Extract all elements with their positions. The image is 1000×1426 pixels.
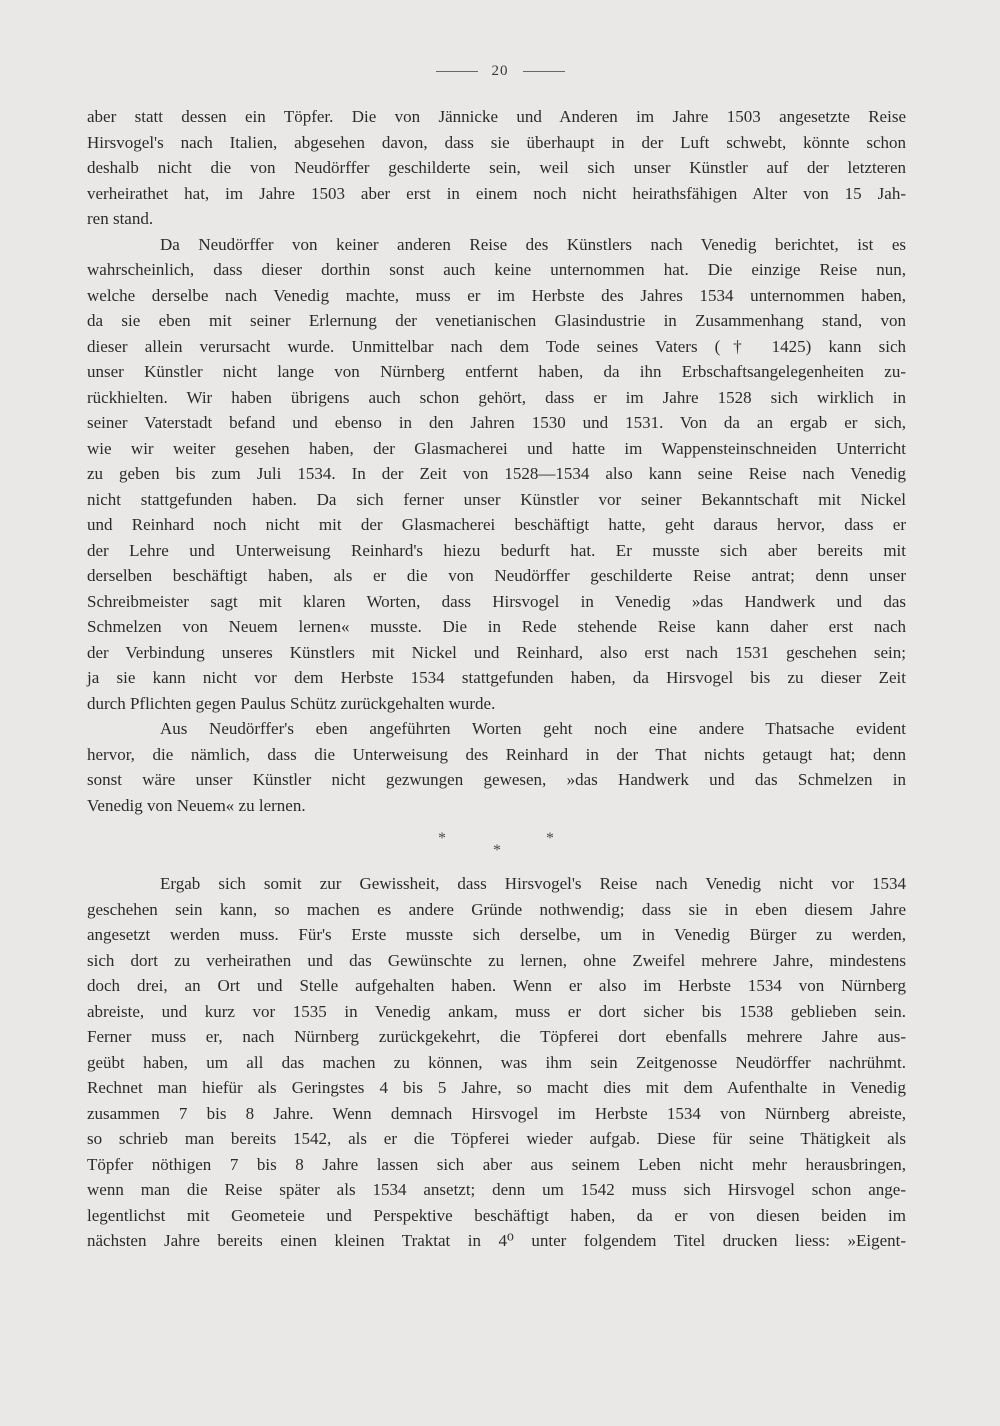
text-line: ren stand. (87, 209, 154, 228)
text-line: so schrieb man bereits 1542, als er die Töpferei wieder aufgab. Diese für seine Thätigkeit als (87, 1129, 906, 1148)
text-line: deshalb nicht die von Neudörffer geschilderte sein, weil sich unser Künstler auf der letzteren (87, 158, 906, 177)
asterisk: * (546, 830, 554, 847)
page-number: 20 (491, 62, 509, 79)
text-line: hervor, die nämlich, dass die Unterweisung des Reinhard in der That nichts getaugt hat; denn (87, 744, 906, 764)
text-line: welche derselbe nach Venedig machte, muss er im Herbste des Jahres 1534 unternommen haben, (87, 285, 906, 305)
body-text-section-2 (87, 871, 906, 1254)
text-line: verheirathet hat, im Jahre 1503 aber erst in einem noch nicht heirathsfähigen Alter von 15 Jah- (87, 183, 906, 203)
header-rule-right (523, 71, 565, 72)
text-line: Ferner muss er, nach Nürnberg zurückgekehrt, die Töpferei dort ebenfalls mehrere Jahre aus- (87, 1027, 906, 1046)
text-line: Venedig von Neuem« zu lernen. (87, 795, 306, 815)
text-line: ja sie kann nicht vor dem Herbste 1534 stattgefunden haben, da Hirsvogel bis zu dieser Zeit (87, 668, 906, 687)
text-line: wahrscheinlich, dass dieser dorthin sonst auch keine unternommen hat. Die einzige Reise nun, (87, 260, 906, 279)
text-line: und Reinhard noch nicht mit der Glasmacherei beschäftigt hatte, geht daraus hervor, dass er (87, 515, 906, 534)
text-line: seiner Vaterstadt befand und ebenso in den Jahren 1530 und 1531. Von da an ergab er sich, (87, 413, 906, 432)
text-line: legentlichst mit Geometeie und Perspektive beschäftigt haben, da er von diesen beiden im (87, 1205, 906, 1225)
asterisk: * (438, 830, 446, 847)
text-line: doch drei, an Ort und Stelle aufgehalten haben. Wenn er also im Herbste 1534 von Nürnberg (87, 976, 906, 995)
text-line: dieser allein verursacht wurde. Unmittelbar nach dem Tode seines Vaters († 1425) kann sich (87, 336, 906, 356)
text-line: Rechnet man hiefür als Geringstes 4 bis 5 Jahre, so macht dies mit dem Aufenthalte in Venedig (87, 1078, 906, 1097)
text-line: der Verbindung unseres Künstlers mit Nickel und Reinhard, also erst nach 1531 geschehen sein; (87, 642, 906, 662)
text-line: sich dort zu verheirathen und das Gewünschte zu lernen, ohne Zweifel mehrere Jahre, mindestens (87, 950, 906, 970)
text-line: angesetzt werden muss. Für's Erste musste sich derselbe, um in Venedig Bürger zu werden, (87, 925, 906, 944)
text-line: Aus Neudörffer's eben angeführten Worten geht noch eine andere Thatsache evident (160, 719, 906, 738)
text-line: zu geben bis zum Juli 1534. In der Zeit von 1528—1534 also kann seine Reise nach Venedig (87, 464, 906, 483)
text-line: zusammen 7 bis 8 Jahre. Wenn demnach Hirsvogel im Herbste 1534 von Nürnberg abreiste, (87, 1103, 906, 1123)
text-line: rückhielten. Wir haben übrigens auch schon gehört, dass er im Jahre 1528 sich wirklich in (87, 387, 906, 407)
text-line: Hirsvogel's nach Italien, abgesehen davon, dass sie überhaupt in der Luft schwebt, könnte schon (87, 132, 906, 152)
text-line: wenn man die Reise später als 1534 ansetzt; denn um 1542 muss sich Hirsvogel schon ange- (87, 1180, 906, 1199)
text-line: derselben beschäftigt haben, als er die von Neudörffer geschilderte Reise antrat; denn unser (87, 566, 906, 585)
text-line: geschehen sein kann, so machen es andere Gründe nothwendig; dass sie in eben diesem Jahre (87, 899, 906, 919)
text-line: Töpfer nöthigen 7 bis 8 Jahre lassen sich aber aus seinem Leben nicht mehr herausbringen, (87, 1154, 906, 1174)
page-header (0, 60, 1000, 82)
text-line: der Lehre und Unterweisung Reinhard's hiezu bedurft hat. Er musste sich aber bereits mit (87, 540, 906, 560)
body-text-section-1 (87, 104, 906, 818)
text-line: nicht stattgefunden haben. Da sich ferner unser Künstler vor seiner Bekanntschaft mit Nickel (87, 489, 906, 509)
text-line: Schreibmeister sagt mit klaren Worten, dass Hirsvogel in Venedig »das Handwerk und das (87, 591, 906, 611)
asterisk: * (493, 842, 501, 859)
text-line: Ergab sich somit zur Gewissheit, dass Hirsvogel's Reise nach Venedig nicht vor 1534 (160, 874, 906, 893)
text-line: Da Neudörffer von keiner anderen Reise des Künstlers nach Venedig berichtet, ist es (160, 234, 906, 254)
text-line: da sie eben mit seiner Erlernung der venetianischen Glasindustrie in Zusammenhang stand, von (87, 311, 906, 330)
text-line: durch Pflichten gegen Paulus Schütz zurückgehalten wurde. (87, 693, 496, 713)
header-rule-left (436, 71, 478, 72)
text-line: nächsten Jahre bereits einen kleinen Traktat in 4⁰ unter folgendem Titel drucken liess: »Eigent- (87, 1231, 906, 1250)
text-line: aber statt dessen ein Töpfer. Die von Jännicke und Anderen im Jahre 1503 angesetzte Reise (87, 107, 906, 126)
text-line: sonst wäre unser Künstler nicht gezwungen gewesen, »das Handwerk und das Schmelzen in (87, 770, 906, 789)
text-line: abreiste, und kurz vor 1535 in Venedig ankam, muss er dort sicher bis 1538 geblieben sein. (87, 1001, 906, 1021)
text-line: geübt haben, um all das machen zu können, was ihm sein Zeitgenosse Neudörffer nachrühmt. (87, 1052, 906, 1072)
text-line: wie wir weiter gesehen haben, der Glasmacherei und hatte im Wappensteinschneiden Unterricht (87, 438, 906, 458)
text-line: Schmelzen von Neuem lernen« musste. Die in Rede stehende Reise kann daher erst nach (87, 617, 906, 636)
text-line: unser Künstler nicht lange von Nürnberg entfernt haben, da ihn Erbschaftsangelegenheiten zu- (87, 362, 906, 381)
